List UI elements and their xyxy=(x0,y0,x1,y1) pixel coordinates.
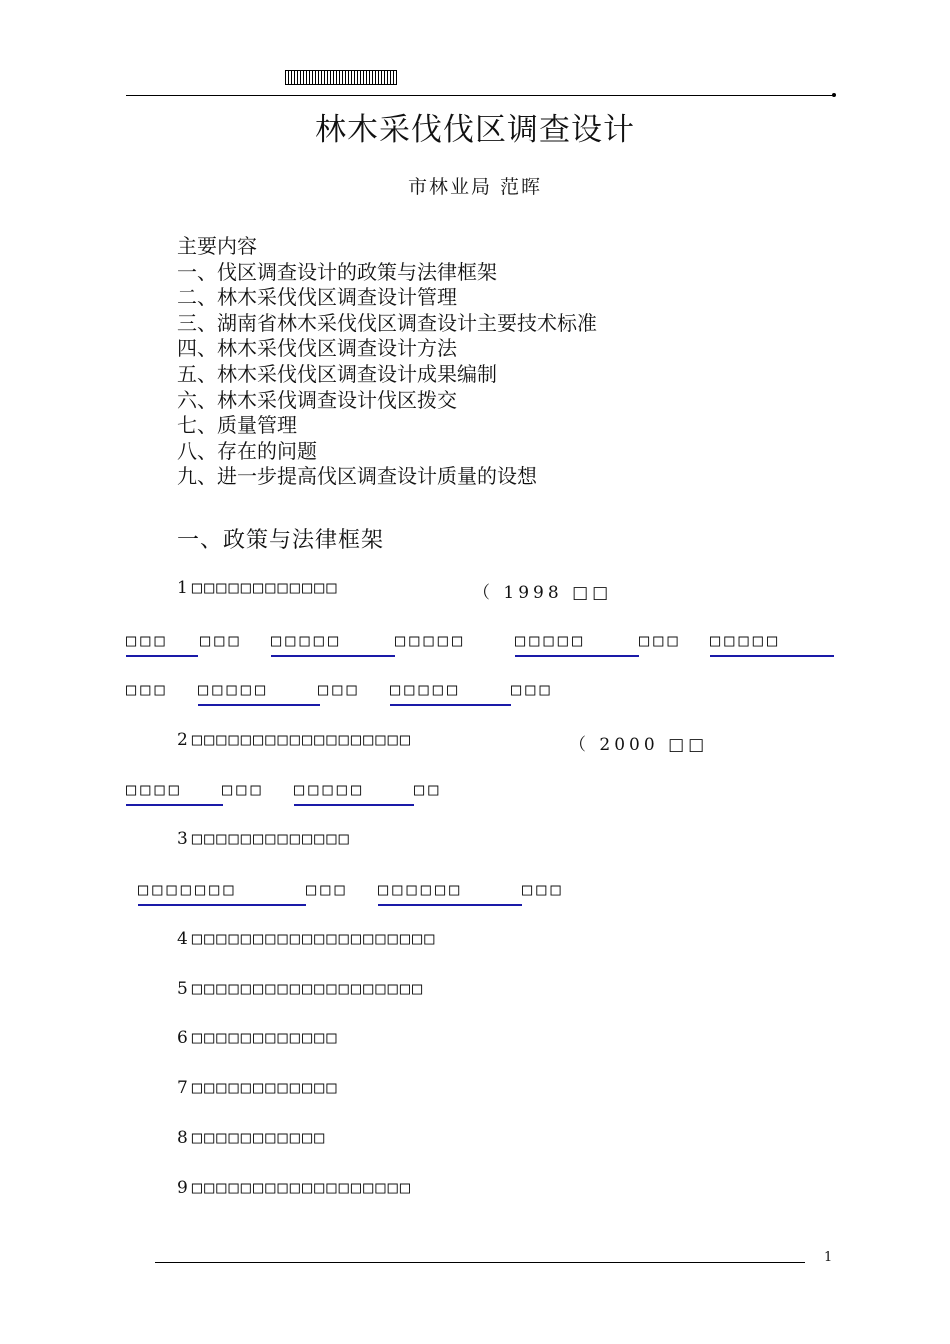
toc-item: 八、存在的问题 xyxy=(177,438,317,463)
underlined-ref xyxy=(126,780,223,806)
item-1-year: （ 1998 □□ xyxy=(473,583,613,603)
garbled-text: □□□□□□□□□□□□□□□□□□□ xyxy=(191,979,425,999)
item-number: 8 xyxy=(177,1128,192,1148)
toc-item: 三、湖南省林木采伐伐区调查设计主要技术标准 xyxy=(177,310,597,335)
toc-item: 四、林木采伐伐区调查设计方法 xyxy=(177,336,457,361)
ref-text: □□□□□ xyxy=(198,680,320,706)
garbled-text: □□□□□□□□□□□□ xyxy=(191,1078,339,1098)
toc-item: 二、林木采伐伐区调查设计管理 xyxy=(177,285,457,310)
ref-separator: □□□ xyxy=(306,880,349,900)
item-number: 6 xyxy=(177,1028,192,1048)
item-9 xyxy=(177,1178,412,1198)
toc-item: 一、伐区调查设计的政策与法律框架 xyxy=(177,259,497,284)
toc-item: 七、质量管理 xyxy=(177,413,297,438)
ref-separator: □□□ xyxy=(522,880,565,900)
garbled-text: □□□□□□□□□□□ xyxy=(191,1128,327,1148)
ref-text: □□□□□□ xyxy=(378,880,522,906)
header-rule xyxy=(126,95,833,96)
underlined-ref xyxy=(126,631,198,657)
underlined-ref xyxy=(294,780,414,806)
item-2-year: （ 2000 □□ xyxy=(569,735,709,755)
item-number: 7 xyxy=(177,1078,192,1098)
garbled-text: □□□□□□□□□□□□□□□□□□□□ xyxy=(191,929,437,949)
garbled-text: □□□□□□□□□□□□□□□□□□ xyxy=(191,730,413,750)
underlined-ref xyxy=(390,680,511,706)
item-number: 9 xyxy=(177,1178,192,1198)
garbled-text: □□□□□□□□□□□□□ xyxy=(191,829,351,849)
ref-separator: □□□ xyxy=(639,631,682,651)
garbled-text: □□□□□□□□□□□□ xyxy=(191,1028,339,1048)
item-number: 1 xyxy=(177,578,192,598)
garbled-text: □□□□□□□□□□□□ xyxy=(191,578,339,598)
header-glyph-box xyxy=(285,70,397,85)
underlined-ref xyxy=(138,880,306,906)
footer-rule xyxy=(155,1262,805,1263)
item-4 xyxy=(177,929,437,949)
item-6 xyxy=(177,1028,339,1048)
ref-separator: □□□ xyxy=(222,780,265,800)
ref-text: □□□□□ xyxy=(710,631,834,657)
toc-item: 九、进一步提高伐区调查设计质量的设想 xyxy=(177,464,537,489)
section-heading: 一、政策与法律框架 xyxy=(177,528,385,553)
ref-separator: □□□ xyxy=(126,680,169,700)
ref-text: □□□ xyxy=(126,631,198,657)
toc-item: 五、林木采伐伐区调查设计成果编制 xyxy=(177,361,497,386)
ref-text: □□□□□□□ xyxy=(138,880,306,906)
underlined-ref xyxy=(198,680,320,706)
item-number: 2 xyxy=(177,730,192,750)
ref-text: □□□□ xyxy=(126,780,223,806)
ref-text: □□□□□ xyxy=(271,631,395,657)
ref-text: □□□□□ xyxy=(294,780,414,806)
ref-separator: □□□ xyxy=(200,631,243,651)
item-7 xyxy=(177,1078,339,1098)
ref-text: □□□□□ xyxy=(390,680,511,706)
item-1 xyxy=(177,578,339,598)
underlined-ref xyxy=(378,880,522,906)
document-title: 林木采伐伐区调查设计 xyxy=(315,112,635,148)
document-author: 市林业局 范晖 xyxy=(407,176,543,198)
garbled-text: □□□□□□□□□□□□□□□□□□ xyxy=(191,1178,413,1198)
item-number: 5 xyxy=(177,979,192,999)
ref-separator: □□□ xyxy=(511,680,554,700)
toc-heading: 主要内容 xyxy=(177,234,257,258)
ref-separator: □□ xyxy=(414,780,443,800)
toc-item: 六、林木采伐调查设计伐区拨交 xyxy=(177,387,457,412)
page-number: 1 xyxy=(824,1250,833,1265)
underlined-ref xyxy=(710,631,834,657)
item-2 xyxy=(177,730,412,750)
ref-separator: □□□□□ xyxy=(395,631,467,651)
item-5 xyxy=(177,979,424,999)
ref-text: □□□□□ xyxy=(515,631,639,657)
underlined-ref xyxy=(515,631,639,657)
item-number: 3 xyxy=(177,829,192,849)
underlined-ref xyxy=(271,631,395,657)
item-number: 4 xyxy=(177,929,192,949)
ref-separator: □□□ xyxy=(318,680,361,700)
item-8 xyxy=(177,1128,326,1148)
table-of-contents xyxy=(177,234,597,490)
item-3 xyxy=(177,829,351,849)
